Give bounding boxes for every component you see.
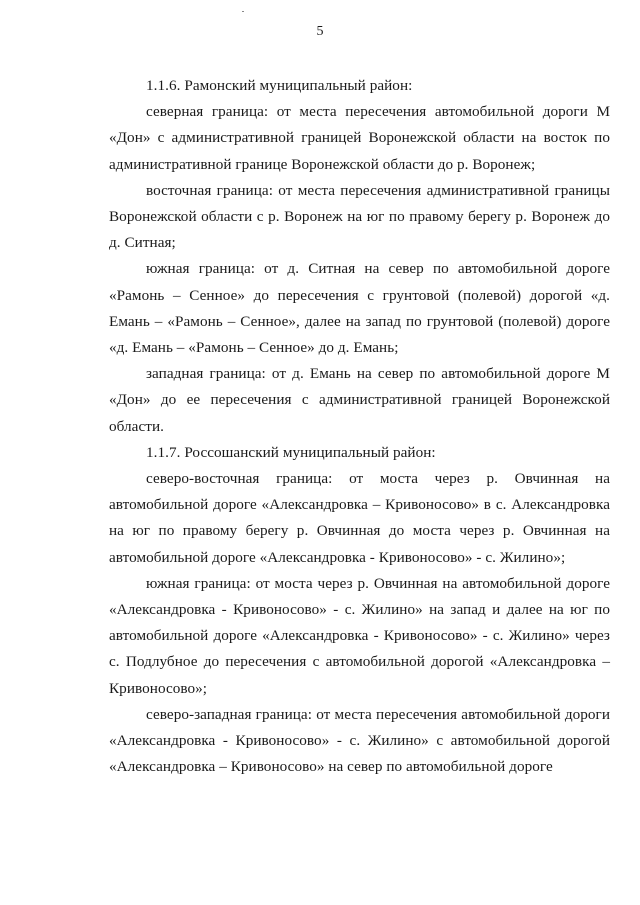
page-number: 5: [316, 24, 324, 39]
section-heading-1-1-7: 1.1.7. Россошанский муниципальный район:: [146, 443, 436, 461]
paragraph-east-border-ramon: восточная граница: от места пересечения административной границы Воронежской области с р. Воронеж на юг по правому берегу р. Воронеж до д. Ситная;: [109, 181, 610, 252]
paragraph-west-border-ramon: западная граница: от д. Емань на север по автомобильной дороге М «Дон» до ее пересечения с административной границей Воронежской области.: [109, 365, 610, 435]
paragraph-south-border-ramon: южная граница: от д. Ситная на север по автомобильной дороге «Рамонь – Сенное» до пересечения с грунтовой (полевой) дорогой «д. Емань – «Рамонь – Сенное», далее на запад по грунтовой (полевой) дороге «д. Емань – «Рамонь – Сенное» до д. Емань;: [109, 260, 610, 357]
scan-mark: [242, 11, 244, 12]
document-body: [109, 73, 610, 780]
paragraph-northwest-border-rossosh: северо-западная граница: от места пересечения автомобильной дороги «Александровка - Кривоносово» - с. Жилино» с автомобильной дорогой «Александровка – Кривоносово» на север по автомобильной дороге: [109, 705, 610, 776]
paragraph-northeast-border-rossosh: северо-восточная граница: от моста через р. Овчинная на автомобильной дороге «Александровка – Кривоносово» в с. Александровка на юг по правому берегу р. Овчинная до моста через р. Овчинная на автомобильной дороге «Александровка - Кривоносово» - с. Жилино»;: [109, 470, 610, 566]
paragraph-north-border-ramon: северная граница: от места пересечения автомобильной дороги М «Дон» с административной границей Воронежской области на восток по административной границе Воронежской области до р. Воронеж;: [109, 103, 610, 173]
section-heading-1-1-6: 1.1.6. Рамонский муниципальный район:: [146, 77, 413, 94]
paragraph-south-border-rossosh: южная граница: от моста через р. Овчинная на автомобильной дороге «Александровка - Кривоносово» - с. Жилино» на запад и далее на юг по автомобильной дороге «Александровка - Кривоносово» - с. Жилино» через с. Подлубное до пересечения с автомобильной дорогой «Александровка – Кривоносово»;: [109, 574, 610, 697]
